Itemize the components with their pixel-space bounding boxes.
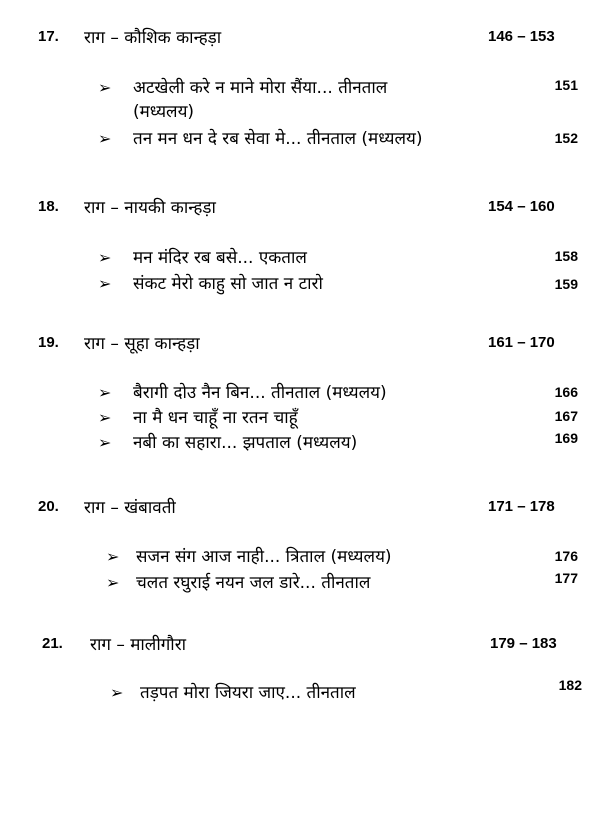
- toc-item-page: 169: [554, 430, 578, 446]
- arrow-bullet-icon: ➢: [98, 383, 112, 402]
- toc-item-page: 158: [554, 248, 578, 264]
- toc-item-title: अटखेली करे न माने मोरा सैंया... तीनताल: [133, 78, 388, 98]
- arrow-bullet-icon: ➢: [98, 78, 112, 97]
- toc-item-page: 167: [554, 408, 578, 424]
- toc-item-page: 159: [554, 276, 578, 292]
- toc-item-title: नबी का सहारा... झपताल (मध्यलय): [133, 433, 358, 453]
- section-number: 18.: [38, 198, 59, 215]
- arrow-bullet-icon: ➢: [98, 129, 112, 148]
- raga-heading: राग – नायकी कान्हड़ा: [84, 198, 216, 218]
- toc-item-title: बैरागी दोउ नैन बिन... तीनताल (मध्यलय): [133, 383, 387, 403]
- arrow-bullet-icon: ➢: [98, 433, 112, 452]
- raga-heading: राग – कौशिक कान्हड़ा: [84, 28, 222, 48]
- toc-item-title: सजन संग आज नाही... त्रिताल (मध्यलय): [136, 547, 392, 567]
- page-range: 161 – 170: [488, 334, 555, 351]
- page-range: 146 – 153: [488, 28, 555, 45]
- toc-item-title: तन मन धन दे रब सेवा मे... तीनताल (मध्यलय): [133, 129, 423, 149]
- raga-heading: राग – सूहा कान्हड़ा: [84, 334, 200, 354]
- arrow-bullet-icon: ➢: [106, 547, 120, 566]
- section-number: 17.: [38, 28, 59, 45]
- toc-item-page: 151: [554, 77, 578, 93]
- toc-item-page: 166: [554, 384, 578, 400]
- toc-item-title-continued: (मध्यलय): [133, 102, 195, 122]
- toc-item-title: संकट मेरो काहु सो जात न टारो: [133, 274, 323, 294]
- section-number: 20.: [38, 498, 59, 515]
- toc-item-page: 182: [558, 677, 582, 693]
- toc-item-title: चलत रघुराई नयन जल डारे... तीनताल: [136, 573, 371, 593]
- page-range: 171 – 178: [488, 498, 555, 515]
- toc-item-title: ना मै धन चाहूँ ना रतन चाहूँ: [133, 408, 298, 428]
- toc-item-title: तड़पत मोरा जियरा जाए... तीनताल: [140, 683, 356, 703]
- arrow-bullet-icon: ➢: [106, 573, 120, 592]
- arrow-bullet-icon: ➢: [98, 274, 112, 293]
- toc-item-page: 177: [554, 570, 578, 586]
- raga-heading: राग – मालीगौरा: [90, 635, 187, 655]
- section-number: 19.: [38, 334, 59, 351]
- arrow-bullet-icon: ➢: [98, 408, 112, 427]
- raga-heading: राग – खंबावती: [84, 498, 176, 518]
- section-number: 21.: [42, 635, 63, 652]
- page-range: 154 – 160: [488, 198, 555, 215]
- page-range: 179 – 183: [490, 635, 557, 652]
- toc-item-page: 152: [554, 130, 578, 146]
- arrow-bullet-icon: ➢: [98, 248, 112, 267]
- toc-item-page: 176: [554, 548, 578, 564]
- arrow-bullet-icon: ➢: [110, 683, 124, 702]
- toc-item-title: मन मंदिर रब बसे... एकताल: [133, 248, 307, 268]
